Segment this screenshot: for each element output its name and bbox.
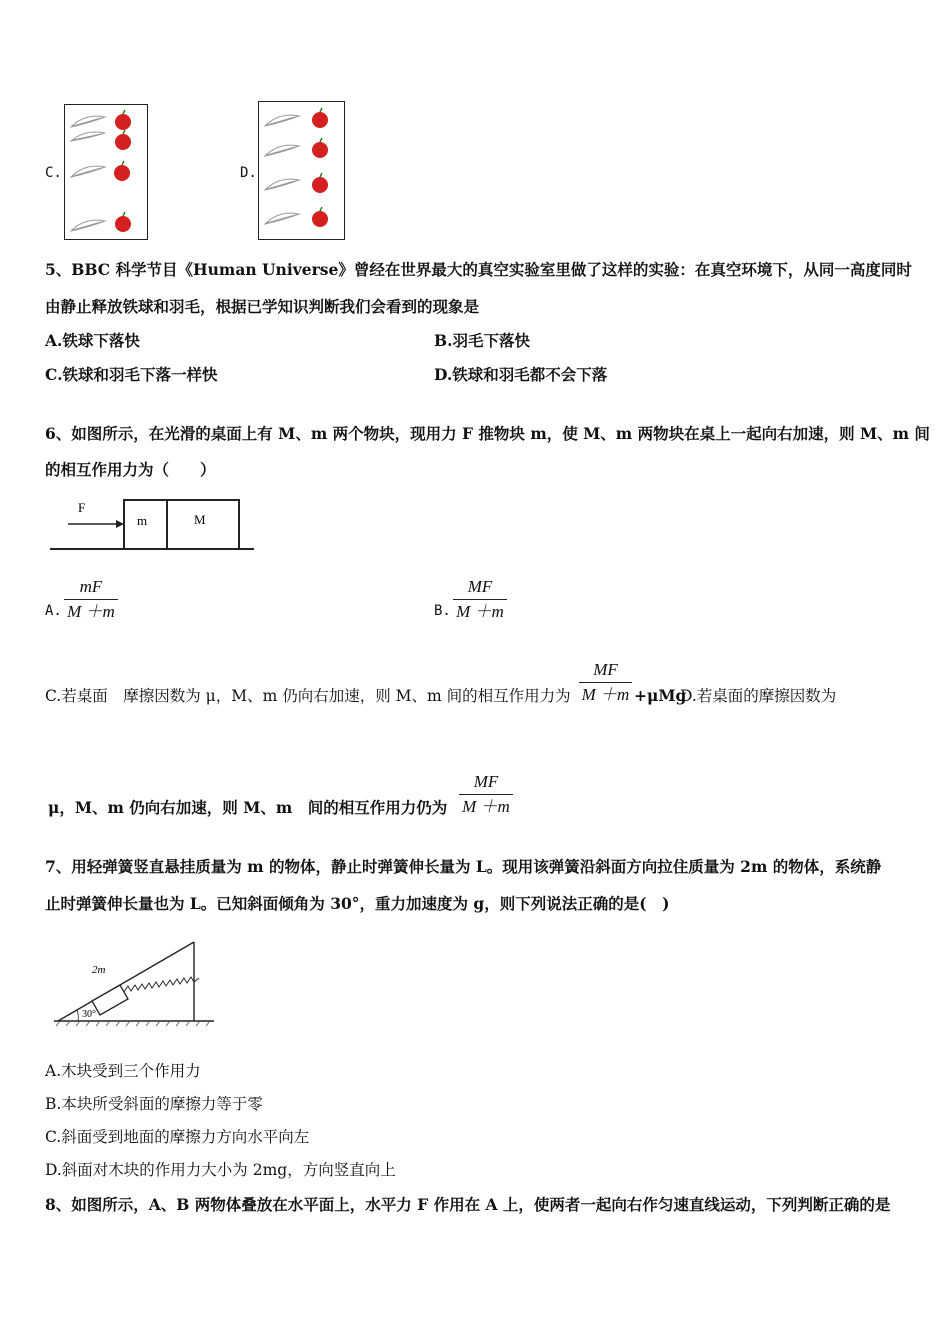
q6-option-d-numerator: MF [473, 772, 499, 791]
angle-arc [77, 1010, 78, 1021]
block-M-label: M [194, 512, 206, 527]
q6-option-d-denominator: M ＋m [462, 797, 510, 816]
q4-option-c-figure [64, 104, 148, 240]
incline-surface [58, 942, 194, 1021]
q7-option-d: D.斜面对木块的作用力大小为 2mg，方向竖直向上 [45, 1161, 396, 1179]
feather-icon [265, 115, 299, 224]
mass-label: 2m [92, 964, 106, 976]
q5-option-a: A.铁球下落快 [45, 331, 140, 350]
q6-option-d-fraction [459, 772, 513, 817]
angle-label: 30° [82, 1009, 96, 1020]
q6-option-a-numerator: mF [79, 577, 103, 596]
q6-option-b-label: B. [434, 603, 451, 619]
q6-option-c-numerator: MF [593, 660, 618, 679]
q6-option-c-suffix: +μMg [634, 686, 687, 705]
force-arrow-head [116, 520, 124, 528]
q6-option-b-fraction [453, 577, 507, 622]
q6-option-d-lead: D.若桌面的摩擦因数为 [680, 687, 837, 705]
block-2m [92, 985, 128, 1015]
q6-option-b-denominator: M ＋m [456, 602, 504, 621]
q6-option-a-fraction [64, 577, 118, 622]
q6-option-a-label: A. [45, 603, 62, 619]
spring [124, 977, 199, 992]
q5-stem-line2: 由静止释放铁球和羽毛，根据已学知识判断我们会看到的现象是 [45, 297, 480, 316]
q7-option-a: A.木块受到三个作用力 [45, 1062, 201, 1080]
q4-option-c-label: C. [45, 165, 62, 181]
q7-incline-figure [50, 930, 220, 1030]
q6-option-d-text: μ，M、m 仍向右加速，则 M、m 间的相互作用力仍为 [48, 798, 448, 817]
q6-option-a-denominator: M ＋m [67, 602, 115, 621]
q7-option-c: C.斜面受到地面的摩擦力方向水平向左 [45, 1128, 310, 1146]
q7-stem-line1: 7、用轻弹簧竖直悬挂质量为 m 的物体，静止时弹簧伸长量为 L。现用该弹簧沿斜面方向拉住质量为 2m 的物体，系统静 [45, 857, 882, 876]
force-label: F [78, 500, 86, 515]
block-m-label: m [137, 513, 148, 528]
q6-option-c-denominator: M ＋m [581, 685, 630, 704]
q7-stem-line2: 止时弹簧伸长量也为 L。已知斜面倾角为 30°，重力加速度为 g，则下列说法正确的是( ) [45, 894, 670, 913]
q5-option-b: B.羽毛下落快 [434, 331, 530, 350]
q4-option-d-figure [258, 101, 345, 240]
q6-stem-line2: 的相互作用力为（ ） [45, 460, 216, 479]
q7-option-b: B.本块所受斜面的摩擦力等于零 [45, 1095, 263, 1113]
q6-option-b-numerator: MF [467, 577, 493, 596]
feather-apple-diagram-d [259, 102, 344, 239]
q6-option-c-text: C.若桌面 摩擦因数为 μ，M、m 仍向右加速，则 M、m 间的相互作用力为 [45, 687, 571, 705]
q5-option-d: D.铁球和羽毛都不会下落 [434, 365, 608, 384]
q5-stem-line1: 5、BBC 科学节目《Human Universe》曾经在世界最大的真空实验室里做了这样的实验：在真空环境下，从同一高度同时 [45, 260, 912, 279]
q4-option-d-label: D. [240, 165, 257, 181]
q5-option-c: C.铁球和羽毛下落一样快 [45, 365, 218, 384]
q6-stem-line1: 6、如图所示，在光滑的桌面上有 M、m 两个物块，现用力 F 推物块 m，使 M、m 两物块在桌上一起向右加速，则 M、m 间 [45, 424, 930, 443]
apple-icon [114, 110, 131, 232]
q8-stem-line1: 8、如图所示，A、B 两物体叠放在水平面上，水平力 F 作用在 A 上，使两者一起向右作匀速直线运动，下列判断正确的是 [45, 1195, 891, 1214]
q6-blocks-figure [48, 494, 258, 556]
apple-icon [312, 108, 328, 227]
feather-apple-diagram-c [65, 105, 147, 239]
feather-icon [71, 116, 105, 231]
q6-option-c-fraction [579, 660, 632, 705]
